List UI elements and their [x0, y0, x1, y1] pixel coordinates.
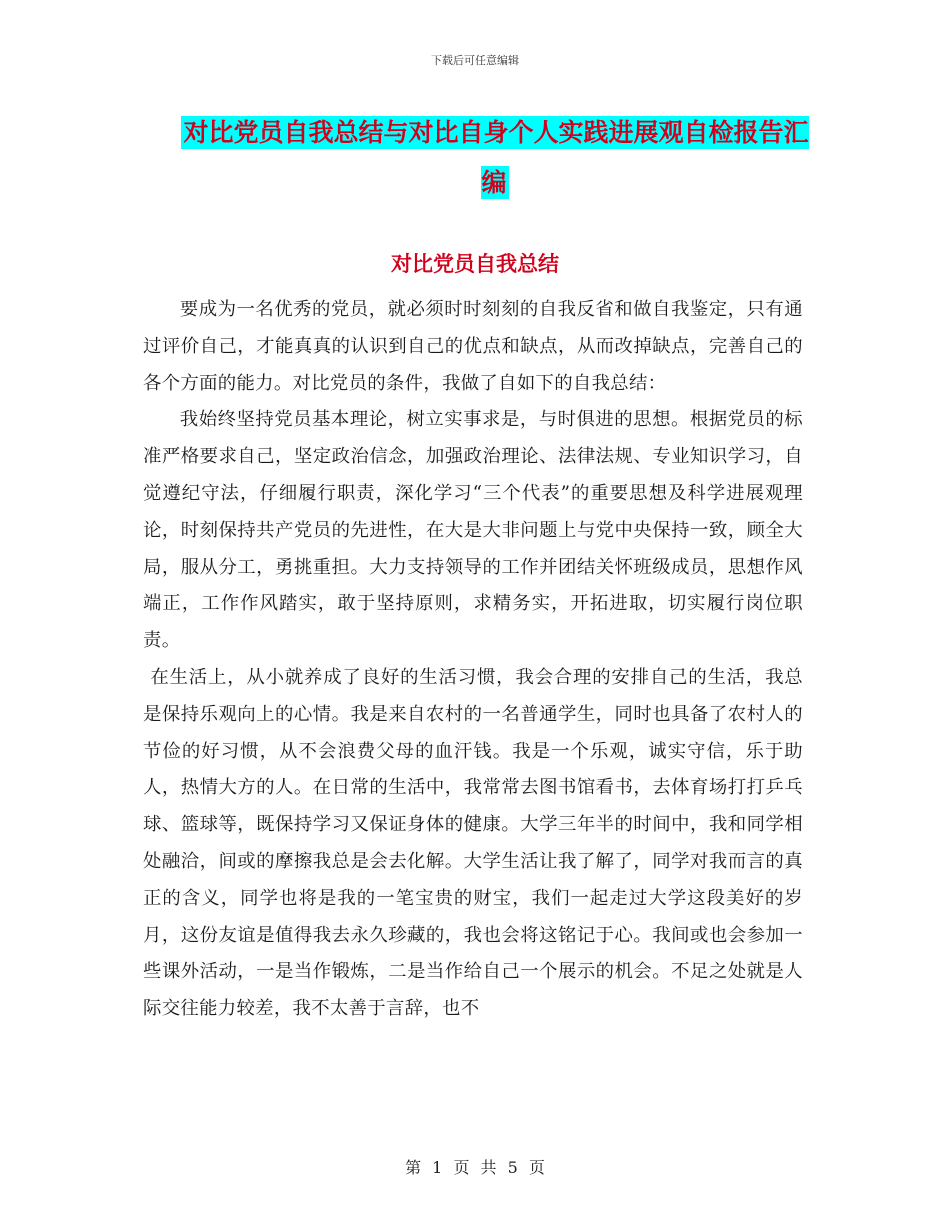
paragraph-2: 我始终坚持党员基本理论，树立实事求是，与时俱进的思想。根据党员的标准严格要求自己，坚定政治信念，加强政治理论、法律法规、专业知识学习，自觉遵纪守法，仔细履行职责，深化学习“三个代表”的重要思想及科学进展观理论，时刻保持共产党员的先进性，在大是大非问题上与党中央保持一致，顾全大局，服从分工，勇挑重担。大力支持领导的工作并团结关怀班级成员，思想作风端正，工作作风踏实，敢于坚持原则，求精务实，开拓进取，切实履行岗位职责。 [143, 409, 803, 652]
page-number-footer: 第 1 页 共 5 页 [405, 1158, 545, 1177]
paragraph-1: 要成为一名优秀的党员，就必须时时刻刻的自我反省和做自我鉴定，只有通过评价自己，才能真真的认识到自己的优点和缺点，从而改掉缺点，完善自己的各个方面的能力。对比党员的条件，我做了自如下的自我总结： [143, 299, 803, 394]
header-note: 下载后可任意编辑 [431, 54, 519, 67]
document-title-text: 对比党员自我总结与对比自身个人实践进展观自检报告汇编 [183, 118, 809, 197]
section-title: 对比党员自我总结 [391, 252, 559, 276]
body-text [143, 292, 803, 1028]
paragraph-3: 在生活上，从小就养成了良好的生活习惯，我会合理的安排自己的生活，我总是保持乐观向上的心情。我是来自农村的一名普通学生，同时也具备了农村人的节俭的好习惯，从不会浪费父母的血汗钱。我是一个乐观，诚实守信，乐于助人，热情大方的人。在日常的生活中，我常常去图书馆看书，去体育场打打乒乓球、篮球等，既保持学习又保证身体的健康。大学三年半的时间中，我和同学相处融洽，间或的摩擦我总是会去化解。大学生活让我了解了，同学对我而言的真正的含义，同学也将是我的一笔宝贵的财宝，我们一起走过大学这段美好的岁月，这份友谊是值得我去永久珍藏的，我也会将这铭记于心。我间或也会参加一些课外活动，一是当作锻炼，二是当作给自己一个展示的机会。不足之处就是人际交往能力较差，我不太善于言辞，也不 [143, 666, 803, 1020]
document-title [180, 108, 810, 208]
